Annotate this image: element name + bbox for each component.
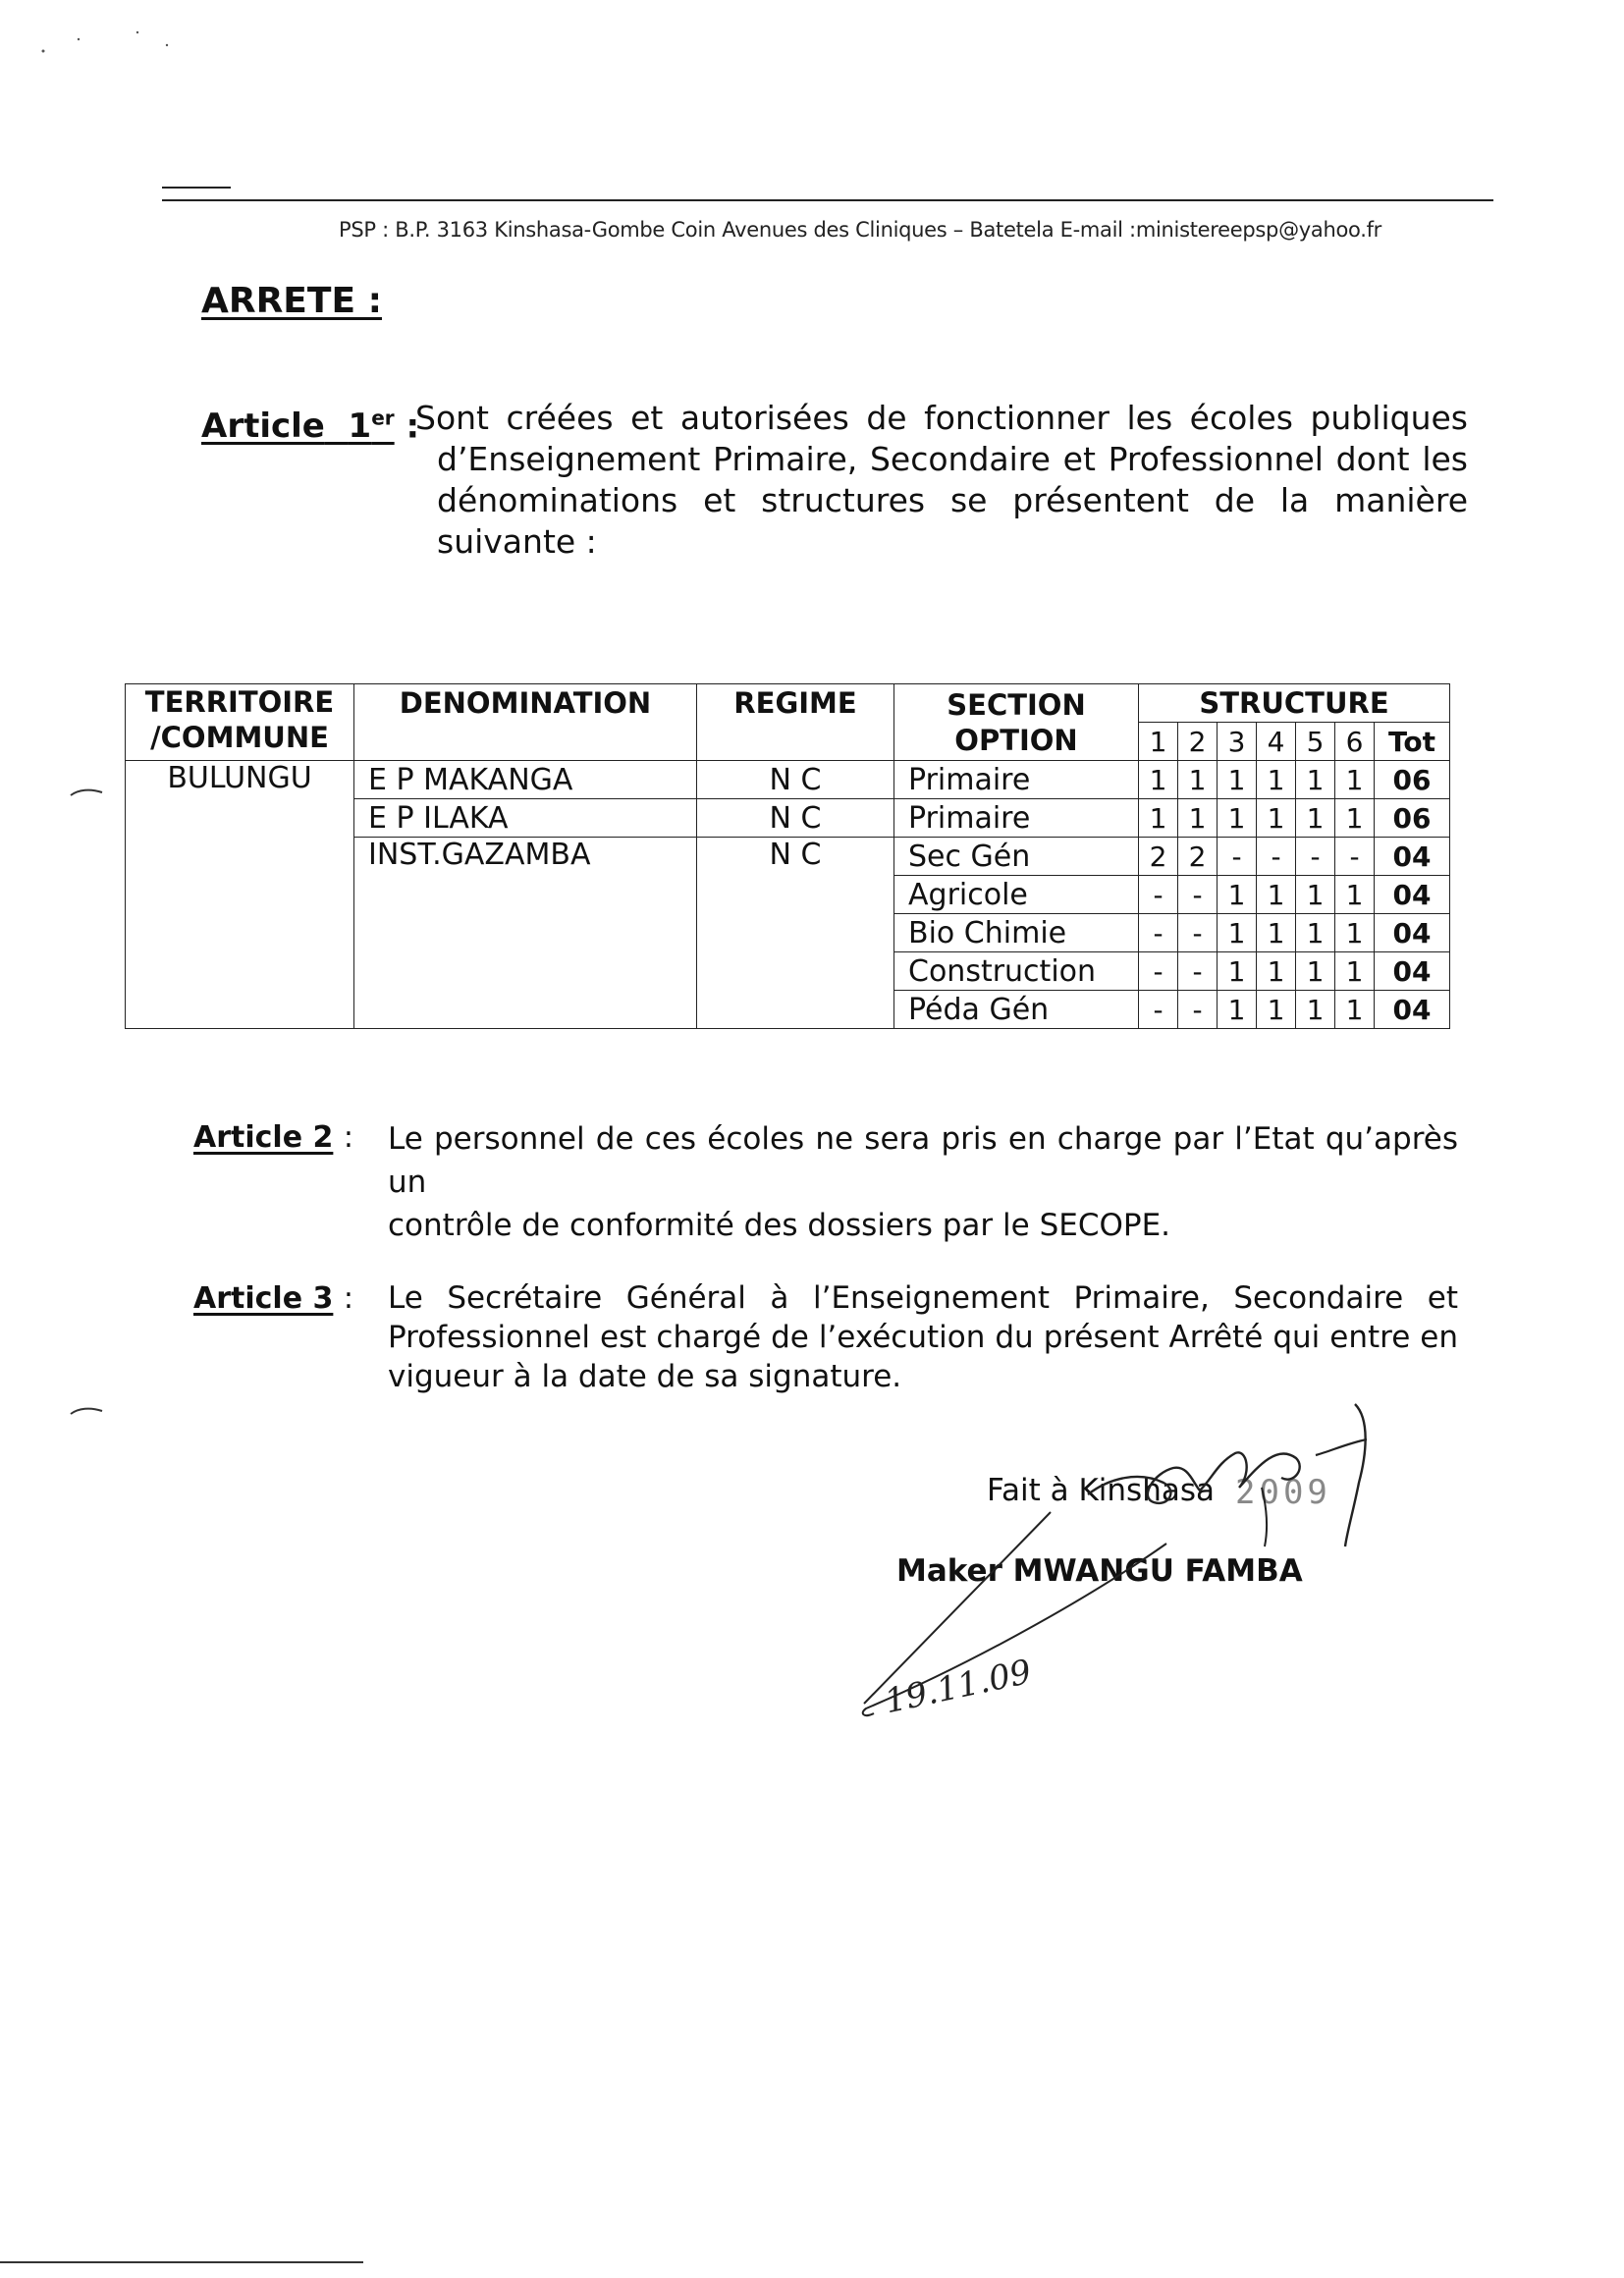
header-regime: REGIME [697, 684, 894, 761]
total-cell: 06 [1375, 761, 1450, 799]
structure-cell: 1 [1178, 799, 1218, 838]
regime-cell: N C [697, 799, 894, 838]
header-col-5: 5 [1296, 723, 1335, 761]
structure-cell: 1 [1335, 876, 1375, 914]
article-3-line: vigueur à la date de sa signature. [388, 1359, 902, 1394]
scan-speck [166, 44, 168, 46]
article-2-line: Le personnel de ces écoles ne sera pris en charge par l’Etat qu’après un [388, 1121, 1458, 1200]
signature-stroke [1316, 1439, 1367, 1455]
structure-cell: 1 [1178, 761, 1218, 799]
header-structure: STRUCTURE [1139, 684, 1450, 723]
header-col-1: 1 [1139, 723, 1178, 761]
denomination-cell: INST.GAZAMBA [354, 838, 697, 1029]
article-1-line: dénominations et structures se présentent de la manière [437, 481, 1468, 519]
total-cell: 04 [1375, 991, 1450, 1029]
section-cell: Agricole [894, 876, 1139, 914]
header-rule [162, 199, 1493, 201]
scan-speck [78, 38, 80, 40]
article-3-body [388, 1278, 1458, 1396]
structure-cell: 1 [1139, 799, 1178, 838]
table-row [126, 761, 1450, 799]
scan-speck [136, 31, 138, 33]
structure-cell: - [1178, 991, 1218, 1029]
structure-cell: 1 [1257, 914, 1296, 952]
article-1-body [415, 398, 1468, 563]
structure-cell: - [1335, 838, 1375, 876]
header-section-option: SECTION OPTION [894, 684, 1139, 761]
header-col-2: 2 [1178, 723, 1218, 761]
structure-cell: 1 [1257, 761, 1296, 799]
structure-cell: 1 [1257, 876, 1296, 914]
structure-cell: 2 [1139, 838, 1178, 876]
structure-cell: - [1139, 991, 1178, 1029]
letterhead-address: PSP : B.P. 3163 Kinshasa-Gombe Coin Avenues des Cliniques – Batetela E-mail :ministereepsp@yahoo.fr [339, 218, 1382, 242]
structure-cell: - [1218, 838, 1257, 876]
structure-cell: 1 [1296, 799, 1335, 838]
article-2-label: Article 2 : [193, 1120, 353, 1155]
structure-cell: 1 [1257, 991, 1296, 1029]
total-cell: 04 [1375, 914, 1450, 952]
structure-cell: 1 [1335, 799, 1375, 838]
total-cell: 04 [1375, 876, 1450, 914]
schools-structure-table [125, 683, 1450, 1029]
header-col-4: 4 [1257, 723, 1296, 761]
header-rule-short [162, 187, 231, 189]
article-2-body [388, 1117, 1458, 1247]
section-cell: Sec Gén [894, 838, 1139, 876]
structure-cell: - [1178, 914, 1218, 952]
margin-mark [71, 1409, 102, 1414]
signature-stroke [1345, 1404, 1366, 1546]
article-3-line: Le Secrétaire Général à l’Enseignement Primaire, Secondaire et [388, 1280, 1458, 1316]
section-cell: Primaire [894, 761, 1139, 799]
section-cell: Bio Chimie [894, 914, 1139, 952]
margin-mark [71, 790, 102, 795]
structure-cell: 1 [1296, 914, 1335, 952]
article-1 [201, 398, 1468, 574]
structure-cell: 1 [1296, 991, 1335, 1029]
header-col-3: 3 [1218, 723, 1257, 761]
stamp-date: 2009 [1235, 1473, 1331, 1512]
header-col-6: 6 [1335, 723, 1375, 761]
structure-cell: - [1257, 838, 1296, 876]
structure-cell: - [1178, 876, 1218, 914]
table-header-row [126, 684, 1450, 723]
article-1-line: suivante : [437, 522, 597, 561]
structure-cell: 1 [1257, 952, 1296, 991]
regime-cell: N C [697, 838, 894, 1029]
structure-cell: 1 [1335, 952, 1375, 991]
structure-cell: 1 [1296, 952, 1335, 991]
structure-cell: - [1178, 952, 1218, 991]
article-1-label: Article 1er : [201, 407, 420, 447]
structure-cell: 2 [1178, 838, 1218, 876]
handwritten-date: 19.11.09 [881, 1652, 1035, 1722]
section-cell: Construction [894, 952, 1139, 991]
scan-speck [42, 50, 45, 53]
signer-name: Maker MWANGU FAMBA [896, 1553, 1303, 1589]
section-cell: Primaire [894, 799, 1139, 838]
territoire-cell: BULUNGU [126, 761, 354, 1029]
section-cell: Péda Gén [894, 991, 1139, 1029]
structure-cell: 1 [1218, 876, 1257, 914]
structure-cell: 1 [1218, 952, 1257, 991]
structure-cell: - [1139, 876, 1178, 914]
denomination-cell: E P ILAKA [354, 799, 697, 838]
article-3-label: Article 3 : [193, 1281, 353, 1316]
structure-cell: 1 [1296, 761, 1335, 799]
structure-cell: 1 [1335, 914, 1375, 952]
structure-cell: 1 [1139, 761, 1178, 799]
article-1-line: d’Enseignement Primaire, Secondaire et Professionnel dont les [437, 440, 1468, 478]
structure-cell: - [1296, 838, 1335, 876]
document-title: ARRETE : [201, 281, 382, 321]
regime-cell: N C [697, 761, 894, 799]
header-col-tot: Tot [1375, 723, 1450, 761]
structure-cell: 1 [1218, 799, 1257, 838]
structure-cell: - [1139, 952, 1178, 991]
footer-rule [0, 2261, 363, 2263]
denomination-cell: E P MAKANGA [354, 761, 697, 799]
structure-cell: 1 [1335, 991, 1375, 1029]
total-cell: 06 [1375, 799, 1450, 838]
total-cell: 04 [1375, 838, 1450, 876]
article-2-line: contrôle de conformité des dossiers par le SECOPE. [388, 1208, 1171, 1243]
structure-cell: 1 [1335, 761, 1375, 799]
article-1-line: Sont créées et autorisées de fonctionner les écoles publiques [415, 399, 1468, 437]
structure-cell: 1 [1218, 761, 1257, 799]
structure-cell: 1 [1218, 991, 1257, 1029]
structure-cell: 1 [1257, 799, 1296, 838]
article-3-line: Professionnel est chargé de l’exécution du présent Arrêté qui entre en [388, 1320, 1458, 1355]
structure-cell: 1 [1296, 876, 1335, 914]
header-territoire: TERRITOIRE /COMMUNE [126, 684, 354, 761]
structure-cell: - [1139, 914, 1178, 952]
total-cell: 04 [1375, 952, 1450, 991]
structure-cell: 1 [1218, 914, 1257, 952]
header-denomination: DENOMINATION [354, 684, 697, 761]
place-of-signature: Fait à Kinshasa [987, 1473, 1215, 1508]
